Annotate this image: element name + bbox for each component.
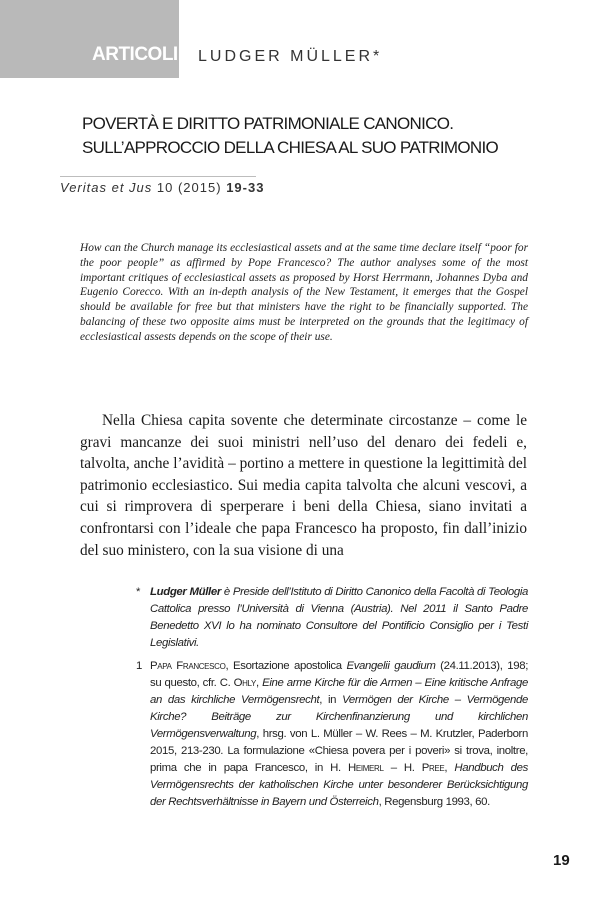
journal-pages: 19-33 [226, 180, 265, 195]
cited-work: Handbuch des Vermögensrechts der katholischen Kirche unter besonderer Berücksichtigung der Rechtsverhältnisse in Bayern und Österreich [150, 762, 528, 808]
footnote-author-name: Ludger Müller [150, 586, 221, 598]
section-tab [0, 0, 179, 78]
journal-name: Veritas et Jus [60, 180, 153, 195]
footnote-text: (24.11.2013), 198; su questo, cfr. C. [150, 660, 529, 689]
title-line-2: SULL’APPROCCIO DELLA CHIESA AL SUO PATRIMONIO [82, 138, 498, 157]
cited-work: Vermögen der Kirche – Vermögende Kirche? Beiträge zur Kirchenfinanzierung und kirchlichen Vermögensverwaltung [150, 694, 528, 740]
footnote-1 [136, 658, 529, 811]
cited-work: Eine arme Kirche für die Armen – Eine kritische Anfrage an das kirchliche Vermögensrecht [150, 677, 528, 706]
article-title [82, 112, 552, 160]
journal-citation [60, 180, 264, 195]
cited-author: Heimerl [348, 762, 384, 774]
journal-volume-year: 10 (2015) [156, 180, 222, 195]
footnote-text: , [444, 762, 455, 774]
title-line-1: POVERTÀ E DIRITTO PATRIMONIALE CANONICO. [82, 114, 454, 133]
cited-author: Ohly [233, 677, 257, 689]
footnote-text: , Esortazione apostolica [225, 660, 347, 672]
footnote-text: – H. [383, 762, 422, 774]
body-paragraph: Nella Chiesa capita sovente che determinate circostanze – come le gravi mancanze dei suoi ministri nell’uso del denaro dei fedeli e, talvolta, anche l’avidità – portino a mettere in questione la legittimità del patrimonio ecclesiastico. Sui media capita talvolta che alcuni vescovi, a cui si rimprovera di sperperare i beni della Chiesa, siano invitati a confrontarsi con l’ideale che papa Francesco ha proposto, fin dall’inizio del suo ministero, con la sua visione di una [80, 412, 527, 559]
footnote-marker: 1 [136, 660, 142, 672]
title-divider [60, 176, 256, 177]
page-number: 19 [553, 852, 570, 869]
footnote-text: , [256, 677, 263, 689]
section-label: ARTICOLI [92, 44, 178, 65]
footnote-author [136, 584, 529, 652]
footnote-text: , hrsg. von L. Müller – W. Rees – M. Krutzler, Paderborn 2015, 213-230. La formulazione «Chiesa povera per i poveri» si trova, inoltre, prima che in papa Francesco, in H. [150, 728, 528, 774]
footnote-text: è Preside dell’Istituto di Diritto Canonico della Facoltà di Teologia Cattolica presso l’Università di Vienna (Austria). Nel 2011 il Santo Padre Benedetto XVI lo ha nominato Consultore del Pontificio Consiglio per i Testi Legislativi. [150, 586, 529, 649]
cited-author: Papa Francesco [150, 660, 226, 672]
footnote-text: , in [319, 694, 343, 706]
cited-author: Pree [421, 762, 445, 774]
author-name: LUDGER MÜLLER* [198, 48, 383, 65]
footnote-marker: * [136, 586, 141, 598]
abstract: How can the Church manage its ecclesiastical assets and at the same time declare itself “poor for the poor people” as affirmed by Pope Francesco? The author analyses some of the most important critiques of ecclesiastical assets as proposed by Horst Herrmann, Johannes Dyba and Eugenio Corecco. With an in-depth analysis of the New Testament, it emerges that the Gospel should be available for free but that ministers have the right to be financially supported. The balancing of these two opposite aims must be interpreted on the grounds that the legitimacy of ecclesiastical assests depends on the scope of their use. [80, 242, 528, 343]
footnote-text: , Regensburg 1993, 60. [378, 796, 490, 808]
cited-work: Evangelii gaudium [346, 660, 436, 672]
